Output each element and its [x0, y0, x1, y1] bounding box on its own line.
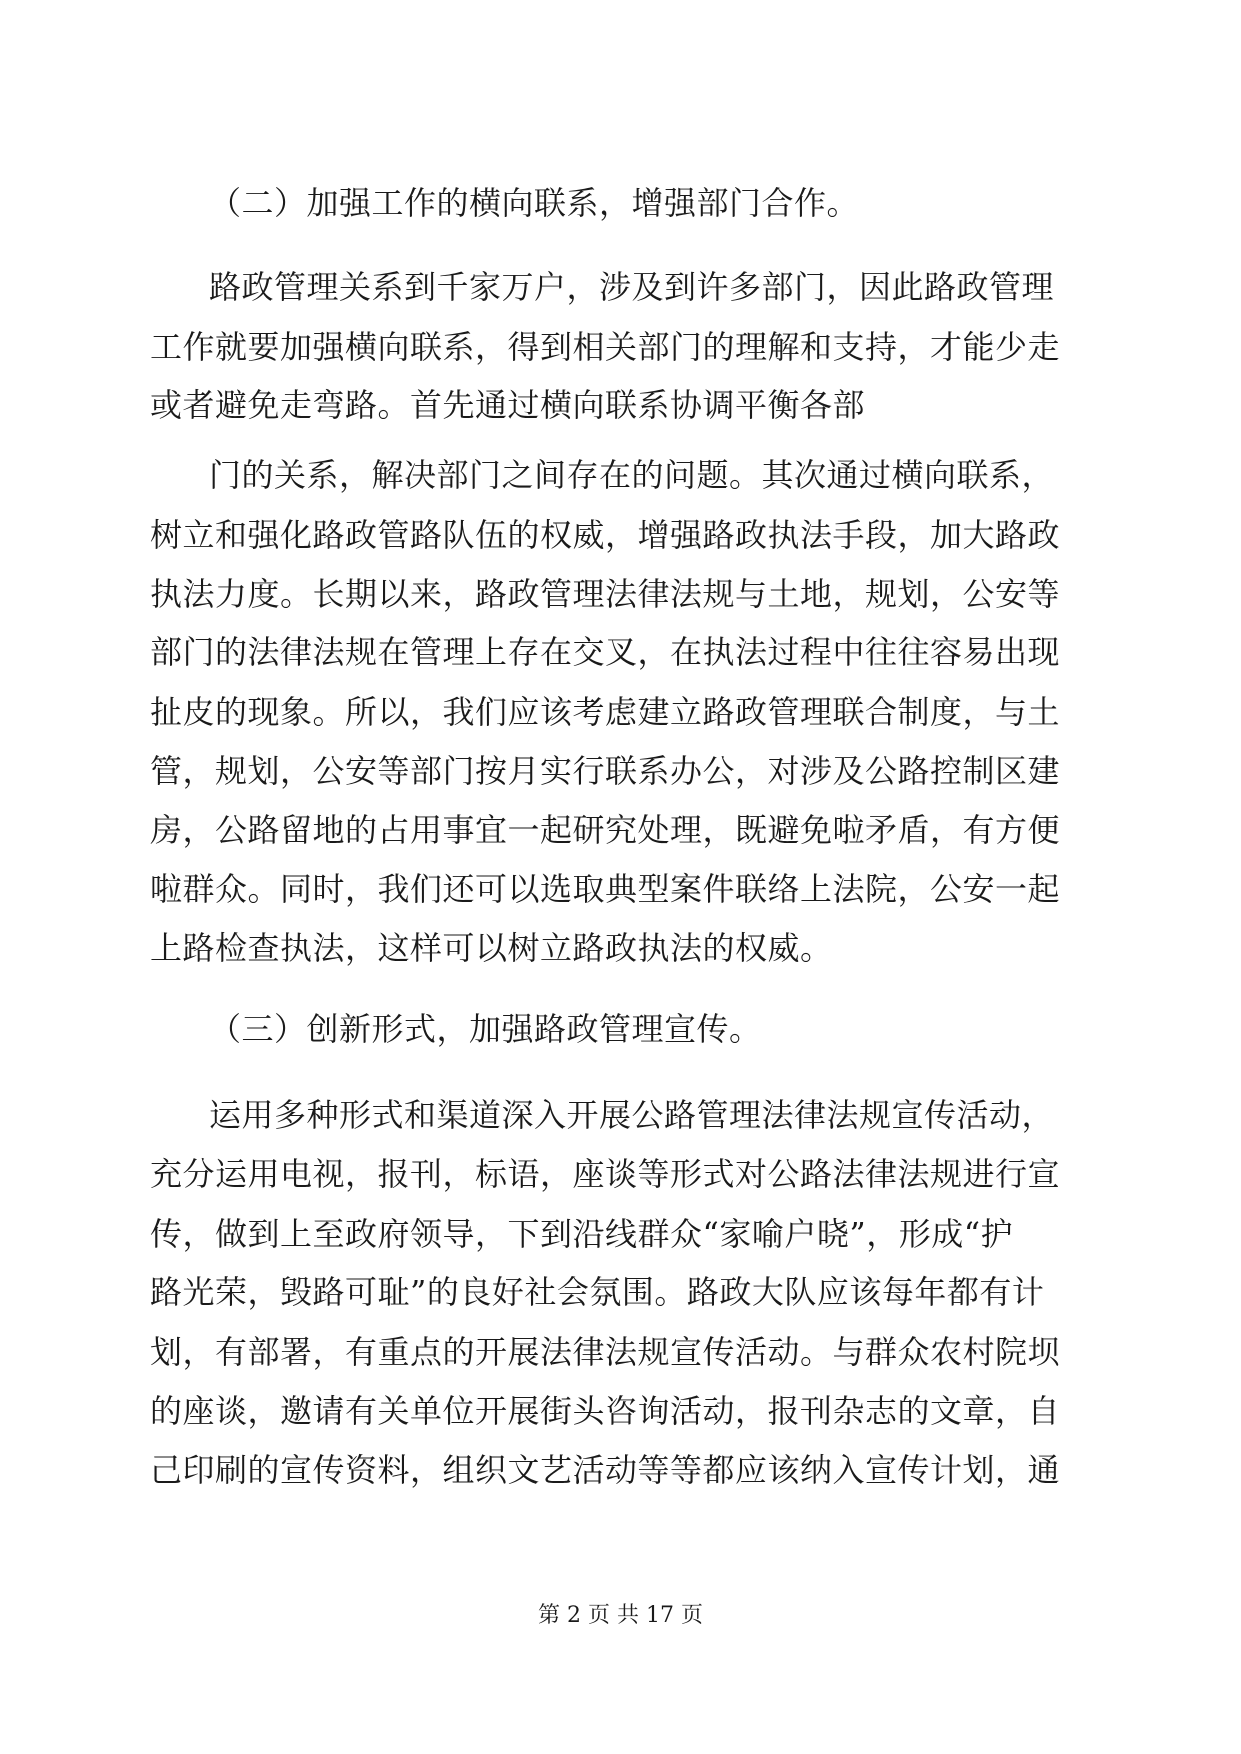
paragraph-line: 树立和强化路政管路队伍的权威，增强路政执法手段，加大路政: [150, 516, 1061, 554]
paragraph-line: 路光荣，毁路可耻”的良好社会氛围。路政大队应该每年都有计: [150, 1273, 1045, 1311]
paragraph-line: 工作就要加强横向联系，得到相关部门的理解和支持，才能少走: [150, 328, 1061, 366]
paragraph-line: 管，规划，公安等部门按月实行联系办公，对涉及公路控制区建: [150, 752, 1061, 790]
section-heading-3: （三）创新形式，加强路政管理宣传。: [209, 1010, 762, 1048]
paragraph-line: 执法力度。长期以来，路政管理法律法规与土地，规划，公安等: [150, 575, 1061, 613]
paragraph-line: 传，做到上至政府领导，下到沿线群众“家喻户晓”，形成“护: [150, 1215, 1014, 1253]
paragraph-line: 上路检查执法，这样可以树立路政执法的权威。: [150, 929, 833, 967]
paragraph-line: 的座谈，邀请有关单位开展街头咨询活动，报刊杂志的文章，自: [150, 1392, 1061, 1430]
paragraph-line: 己印刷的宣传资料，组织文艺活动等等都应该纳入宣传计划，通: [150, 1451, 1061, 1489]
paragraph-line: 啦群众。同时，我们还可以选取典型案件联络上法院，公安一起: [150, 870, 1061, 908]
paragraph-line: 运用多种形式和渠道深入开展公路管理法律法规宣传活动，: [209, 1096, 1055, 1134]
paragraph-line: 门的关系，解决部门之间存在的问题。其次通过横向联系，: [209, 456, 1055, 494]
paragraph-line: 划，有部署，有重点的开展法律法规宣传活动。与群众农村院坝: [150, 1333, 1061, 1371]
paragraph-line: 路政管理关系到千家万户，涉及到许多部门，因此路政管理: [209, 268, 1055, 306]
paragraph-line: 充分运用电视，报刊，标语，座谈等形式对公路法律法规进行宣: [150, 1155, 1061, 1193]
paragraph-line: 部门的法律法规在管理上存在交叉，在执法过程中往往容易出现: [150, 633, 1061, 671]
paragraph-line: 房，公路留地的占用事宜一起研究处理，既避免啦矛盾，有方便: [150, 811, 1061, 849]
paragraph-line: 或者避免走弯路。首先通过横向联系协调平衡各部: [150, 386, 866, 424]
page-number-footer: 第 2 页 共 17 页: [538, 1603, 703, 1628]
paragraph-line: 扯皮的现象。所以，我们应该考虑建立路政管理联合制度，与土: [150, 693, 1061, 731]
section-heading-2: （二）加强工作的横向联系，增强部门合作。: [209, 184, 860, 222]
